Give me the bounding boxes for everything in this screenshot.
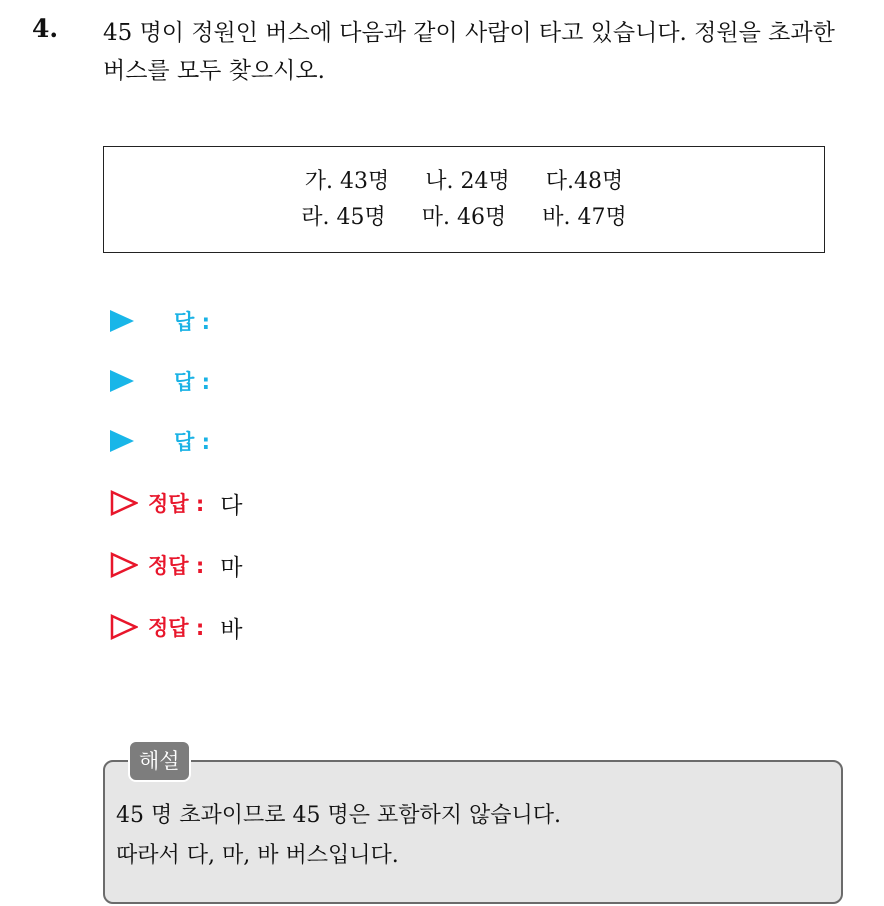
outline-triangle-icon (110, 552, 138, 578)
correct-label: 정답 : (148, 616, 205, 640)
explanation-line-1: 45 명 초과이므로 45 명은 포함하지 않습니다. (116, 803, 561, 828)
outline-triangle-icon (110, 614, 138, 640)
choice-na: 나. 24명 (425, 169, 510, 194)
answer-line-3[interactable] (110, 424, 210, 458)
answer-label: 답 : (174, 370, 210, 394)
choice-ra: 라. 45명 (301, 205, 386, 230)
correct-answer-1 (110, 486, 243, 520)
correct-label: 정답 : (148, 554, 205, 578)
question-number: 4. (32, 14, 59, 43)
choice-ga: 가. 43명 (304, 169, 390, 194)
choice-da: 다.48명 (545, 169, 624, 194)
answer-line-1[interactable] (110, 304, 210, 338)
answer-line-2[interactable] (110, 364, 210, 398)
question-text: 45 명이 정원인 버스에 다음과 같이 사람이 타고 있습니다. 정원을 초과한 버스를 모두 찾으시오. (103, 20, 835, 84)
outline-triangle-icon (110, 490, 138, 516)
choice-ba: 바. 47명 (542, 205, 627, 230)
correct-answer-2 (110, 548, 243, 582)
choices-box (103, 146, 825, 253)
explanation-tag: 해설 (128, 740, 191, 782)
answer-label: 답 : (174, 310, 210, 334)
answer-label: 답 : (174, 430, 210, 454)
play-triangle-icon (110, 430, 134, 452)
explanation-line-2: 따라서 다, 마, 바 버스입니다. (116, 843, 399, 868)
choice-ma: 마. 46명 (421, 205, 507, 230)
choices-row-1 (104, 167, 824, 197)
correct-value: 바 (220, 616, 243, 643)
correct-label: 정답 : (148, 492, 205, 516)
play-triangle-icon (110, 370, 134, 392)
correct-value: 마 (220, 554, 243, 581)
correct-value: 다 (220, 492, 243, 519)
correct-answer-3 (110, 610, 243, 644)
play-triangle-icon (110, 310, 134, 332)
choices-row-2 (104, 203, 824, 233)
explanation-text (116, 796, 561, 876)
